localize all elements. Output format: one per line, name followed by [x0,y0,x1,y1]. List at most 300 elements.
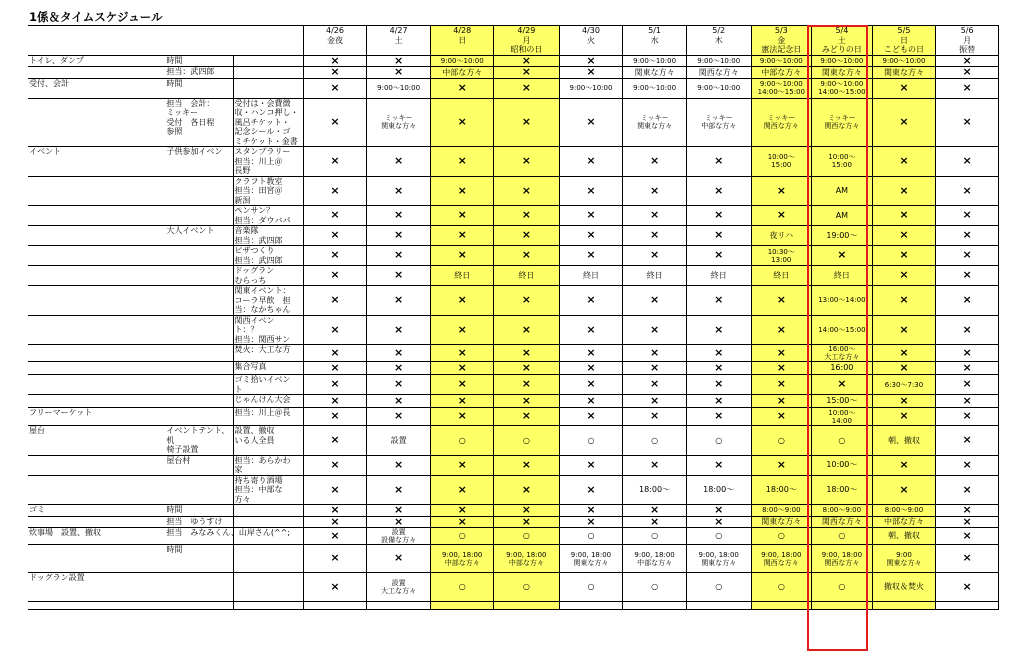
x-mark: × [394,228,404,242]
category-cell: 炊事場 設置、撤収 [28,528,165,545]
table-row [28,426,999,456]
schedule-cell [559,67,623,79]
x-mark: × [457,409,467,423]
schedule-cell [559,98,623,147]
x-mark: × [521,393,531,407]
x-mark: × [394,293,404,306]
schedule-cell [812,375,873,395]
table-row [28,226,999,246]
schedule-cell [304,362,367,375]
schedule-cell [872,98,936,147]
schedule-cell: ○ [623,426,687,456]
holiday-label: 振替 [959,45,976,54]
x-mark: × [899,482,909,496]
schedule-cell: 9:00, 18:00 中部な方々 [431,545,494,573]
schedule-cell [936,206,999,226]
schedule-cell [872,408,936,426]
x-mark: × [837,248,847,262]
schedule-cell: 9:00, 18:00 関西な方々 [812,545,873,573]
x-mark: × [776,393,786,407]
x-mark: × [330,228,340,242]
schedule-cell [304,455,367,475]
date-header-10 [936,26,999,56]
subcategory-cell: イベントテント、 机 椅子設置 [165,426,233,456]
category-cell [28,226,165,246]
weekday-label: 月 [522,35,531,45]
header-row [28,26,999,56]
schedule-cell [936,408,999,426]
schedule-cell [431,176,494,206]
schedule-cell [872,315,936,345]
x-mark: × [776,322,786,336]
detail-cell: ゴミ拾いイベン ト [233,375,304,395]
schedule-cell [559,345,623,362]
category-cell: 屋台 [28,426,165,456]
schedule-cell [751,345,812,362]
table-row [28,475,999,505]
schedule-cell [623,226,687,246]
schedule-cell [559,315,623,345]
schedule-cell [686,455,751,475]
detail-cell [233,602,304,610]
schedule-cell: 10:00～ 14:00 [812,408,873,426]
schedule-cell: 10:00～ 15:00 [812,147,873,177]
x-mark: × [394,360,404,374]
x-mark: × [962,433,972,446]
date-label: 5/6 [960,26,974,35]
x-mark: × [330,579,340,593]
x-mark: × [457,482,467,496]
subcategory-cell [165,375,233,395]
table-row [28,408,999,426]
x-mark: × [962,322,972,336]
x-mark: × [962,360,972,374]
x-mark: × [899,393,909,407]
schedule-cell [936,475,999,505]
schedule-cell [304,266,367,286]
x-mark: × [962,183,972,197]
table-row [28,55,999,67]
x-mark: × [586,154,596,167]
schedule-cell [304,573,367,602]
category-cell [28,516,165,528]
schedule-cell [751,602,812,610]
schedule-cell: ○ [686,426,751,456]
schedule-cell [936,516,999,528]
schedule-cell [559,602,623,610]
schedule-cell: ○ [686,573,751,602]
x-mark: × [776,183,786,197]
schedule-cell [936,315,999,345]
x-mark: × [586,409,596,423]
schedule-cell: ○ [431,528,494,545]
schedule-cell [936,226,999,246]
x-mark: × [330,248,340,262]
schedule-cell: 10:00～ 15:00 [751,147,812,177]
weekday-label: 日 [458,35,467,45]
schedule-cell: 9:00～10:00 [366,78,431,98]
table-row [28,528,999,545]
holiday-label: 憲法記念日 [761,45,802,54]
table-row [28,505,999,517]
x-mark: × [962,293,972,306]
detail-cell [233,545,304,573]
schedule-cell: ○ [812,426,873,456]
schedule-cell: 9:00～10:00 [623,55,687,67]
schedule-cell: 関西な方々 [812,516,873,528]
schedule-cell [872,475,936,505]
x-mark: × [330,53,340,67]
schedule-cell: 18:00～ [686,475,751,505]
schedule-cell [494,408,560,426]
schedule-cell [686,226,751,246]
x-mark: × [899,409,909,423]
schedule-cell: 夜リハ [751,226,812,246]
category-cell: トイレ、ダンプ [28,55,165,67]
schedule-cell: 9:00～10:00 [686,55,751,67]
x-mark: × [962,228,972,242]
x-mark: × [962,514,972,528]
schedule-cell [494,395,560,408]
table-row [28,266,999,286]
subcategory-cell [165,475,233,505]
schedule-cell: 設置 [366,426,431,456]
schedule-cell [872,455,936,475]
schedule-cell [872,176,936,206]
x-mark: × [586,503,596,516]
table-row [28,395,999,408]
x-mark: × [457,360,467,374]
schedule-cell [304,206,367,226]
holiday-label: こどもの日 [883,45,924,54]
x-mark: × [899,293,909,306]
schedule-cell: ○ [431,573,494,602]
header-blank-cell [233,26,304,56]
schedule-cell [936,602,999,610]
x-mark: × [714,377,724,391]
schedule-cell: 13:00～14:00 [812,286,873,316]
detail-cell: スタンプラリー 担当：川上＠ 長野 [233,147,304,177]
x-mark: × [330,528,340,542]
subcategory-cell [165,206,233,226]
schedule-table [28,25,999,610]
schedule-cell: ○ [431,426,494,456]
detail-cell [233,67,304,79]
schedule-cell [494,315,560,345]
x-mark: × [330,183,340,197]
detail-cell: 関東イベント： コーラ早飲 担 当：なかちゃん [233,286,304,316]
x-mark: × [649,514,660,528]
table-row [28,78,999,98]
category-cell: ゴミ [28,505,165,517]
date-label: 4/27 [389,26,408,35]
x-mark: × [586,322,596,336]
subcategory-cell: 担当 みなみくん、山岸さん(^^; [165,528,233,545]
x-mark: × [899,115,909,128]
category-cell [28,67,165,79]
x-mark: × [394,503,404,516]
schedule-cell [872,266,936,286]
x-mark: × [521,80,531,94]
schedule-cell [304,147,367,177]
detail-cell: 設置、撤収 いる人全員 [233,426,304,456]
schedule-cell [751,286,812,316]
x-mark: × [962,528,972,542]
schedule-cell [366,266,431,286]
x-mark: × [586,482,596,496]
schedule-cell [936,545,999,573]
schedule-cell: 9:00, 18:00 関西な方々 [751,545,812,573]
schedule-cell [686,408,751,426]
x-mark: × [649,345,660,359]
schedule-cell: 9:00～10:00 [751,55,812,67]
schedule-cell [751,315,812,345]
x-mark: × [330,80,340,94]
subcategory-cell: 時間 [165,55,233,67]
x-mark: × [649,377,660,391]
x-mark: × [330,409,340,423]
x-mark: × [586,377,596,391]
x-mark: × [776,345,786,359]
date-label: 5/4 [835,26,849,35]
schedule-cell: 設置 大工な方々 [366,573,431,602]
schedule-cell [872,395,936,408]
x-mark: × [457,514,467,528]
x-mark: × [962,482,972,496]
schedule-cell: 9:00～10:00 [623,78,687,98]
schedule-cell [366,475,431,505]
x-mark: × [714,248,724,262]
schedule-cell [623,246,687,266]
detail-cell: クラフト教室 担当：田宮＠ 新潟 [233,176,304,206]
x-mark: × [457,377,467,391]
schedule-cell [936,528,999,545]
date-header-9 [872,26,936,56]
subcategory-cell: 子供参加イベン [165,147,233,177]
x-mark: × [521,482,531,496]
schedule-cell [494,602,560,610]
schedule-cell: ○ [812,573,873,602]
x-mark: × [586,457,596,471]
schedule-cell [936,426,999,456]
schedule-cell: 関東な方々 [623,67,687,79]
schedule-cell [623,408,687,426]
schedule-cell: 18:00～ [751,475,812,505]
schedule-cell: 朝、撤収 [872,426,936,456]
schedule-cell: ○ [751,573,812,602]
table-row [28,545,999,573]
schedule-cell [304,286,367,316]
schedule-cell [431,206,494,226]
weekday-label: 土 [837,35,846,45]
schedule-cell [494,206,560,226]
date-header-6 [686,26,751,56]
schedule-cell: 9:00～10:00 14:00～15:00 [751,78,812,98]
x-mark: × [394,409,404,423]
schedule-cell [494,147,560,177]
schedule-cell [936,266,999,286]
schedule-cell [431,395,494,408]
x-mark: × [586,183,596,197]
schedule-cell [559,395,623,408]
detail-cell: 焚火：大工な方 [233,345,304,362]
x-mark: × [714,208,724,222]
x-mark: × [649,248,660,262]
schedule-cell [431,516,494,528]
x-mark: × [962,268,972,282]
x-mark: × [962,53,972,67]
schedule-cell [494,516,560,528]
x-mark: × [330,345,340,359]
x-mark: × [899,360,909,374]
schedule-cell [559,362,623,375]
x-mark: × [586,65,596,78]
schedule-cell: 6:30～7:30 [872,375,936,395]
schedule-cell: ○ [559,528,623,545]
schedule-cell: 撤収＆焚火 [872,573,936,602]
subcategory-cell [165,395,233,408]
x-mark: × [457,248,467,262]
x-mark: × [649,183,660,197]
schedule-cell [494,362,560,375]
schedule-cell [623,206,687,226]
x-mark: × [714,293,724,306]
x-mark: × [394,551,404,565]
x-mark: × [330,514,340,528]
x-mark: × [962,579,972,593]
x-mark: × [394,65,404,78]
x-mark: × [521,248,531,262]
schedule-cell: 朝、撤収 [872,528,936,545]
category-cell [28,206,165,226]
schedule-cell [936,573,999,602]
category-cell [28,375,165,395]
schedule-cell [872,206,936,226]
schedule-cell [872,345,936,362]
header-blank-cell [165,26,233,56]
schedule-cell: 関東な方々 [872,67,936,79]
date-label: 5/2 [712,26,726,35]
schedule-cell: 9:00, 18:00 関東な方々 [559,545,623,573]
category-cell [28,545,165,573]
x-mark: × [521,514,531,528]
schedule-cell [431,226,494,246]
x-mark: × [330,551,340,565]
x-mark: × [457,208,467,222]
schedule-cell [304,528,367,545]
table-row [28,516,999,528]
category-cell [28,176,165,206]
schedule-cell [686,362,751,375]
x-mark: × [394,183,404,197]
schedule-cell [936,78,999,98]
schedule-cell [936,246,999,266]
x-mark: × [457,393,467,407]
schedule-cell: 9:00～10:00 [686,78,751,98]
table-row [28,286,999,316]
x-mark: × [394,345,404,359]
schedule-cell [304,375,367,395]
schedule-cell [304,226,367,246]
schedule-cell [494,67,560,79]
schedule-cell [494,176,560,206]
weekday-label: 金夜 [326,35,343,45]
weekday-label: 木 [714,35,723,45]
x-mark: × [394,53,404,67]
x-mark: × [586,514,596,528]
schedule-cell [366,206,431,226]
schedule-cell: 9:00～10:00 [431,55,494,67]
schedule-cell [623,286,687,316]
schedule-cell [872,78,936,98]
x-mark: × [776,377,786,391]
subcategory-cell [165,573,233,602]
x-mark: × [649,457,660,471]
schedule-cell [431,362,494,375]
schedule-cell [623,602,687,610]
schedule-cell: ○ [623,573,687,602]
category-cell: ドッグラン設置 [28,573,165,602]
schedule-cell: 18:00～ [623,475,687,505]
schedule-cell [494,375,560,395]
x-mark: × [586,248,596,262]
schedule-cell [623,147,687,177]
schedule-cell [686,315,751,345]
x-mark: × [714,457,724,471]
schedule-cell [366,375,431,395]
x-mark: × [394,393,404,407]
x-mark: × [714,503,724,516]
x-mark: × [330,154,340,167]
schedule-cell [936,176,999,206]
schedule-cell [304,408,367,426]
schedule-cell [431,408,494,426]
schedule-cell [936,395,999,408]
x-mark: × [649,293,660,306]
x-mark: × [521,183,531,197]
schedule-cell [494,475,560,505]
detail-cell: ペンサン？ 担当：ダウバパ [233,206,304,226]
schedule-cell [936,455,999,475]
subcategory-cell: 時間 [165,78,233,98]
x-mark: × [837,377,847,391]
x-mark: × [457,183,467,197]
schedule-cell [431,375,494,395]
schedule-cell [936,286,999,316]
x-mark: × [394,514,404,528]
date-label: 4/28 [453,26,472,35]
schedule-cell [936,98,999,147]
x-mark: × [899,268,909,282]
schedule-cell: ○ [559,573,623,602]
x-mark: × [521,503,531,516]
schedule-cell: ○ [623,528,687,545]
x-mark: × [521,228,531,242]
schedule-cell: 8:00～9:00 [872,505,936,517]
x-mark: × [649,393,660,407]
x-mark: × [899,345,909,359]
schedule-cell: 9:00 関東な方々 [872,545,936,573]
schedule-cell [686,147,751,177]
schedule-cell [936,67,999,79]
schedule-cell [494,345,560,362]
x-mark: × [714,345,724,359]
subcategory-cell: 大人イベント [165,226,233,246]
header-blank-cell [28,26,165,56]
x-mark: × [962,80,972,94]
x-mark: × [330,393,340,407]
schedule-cell [623,516,687,528]
